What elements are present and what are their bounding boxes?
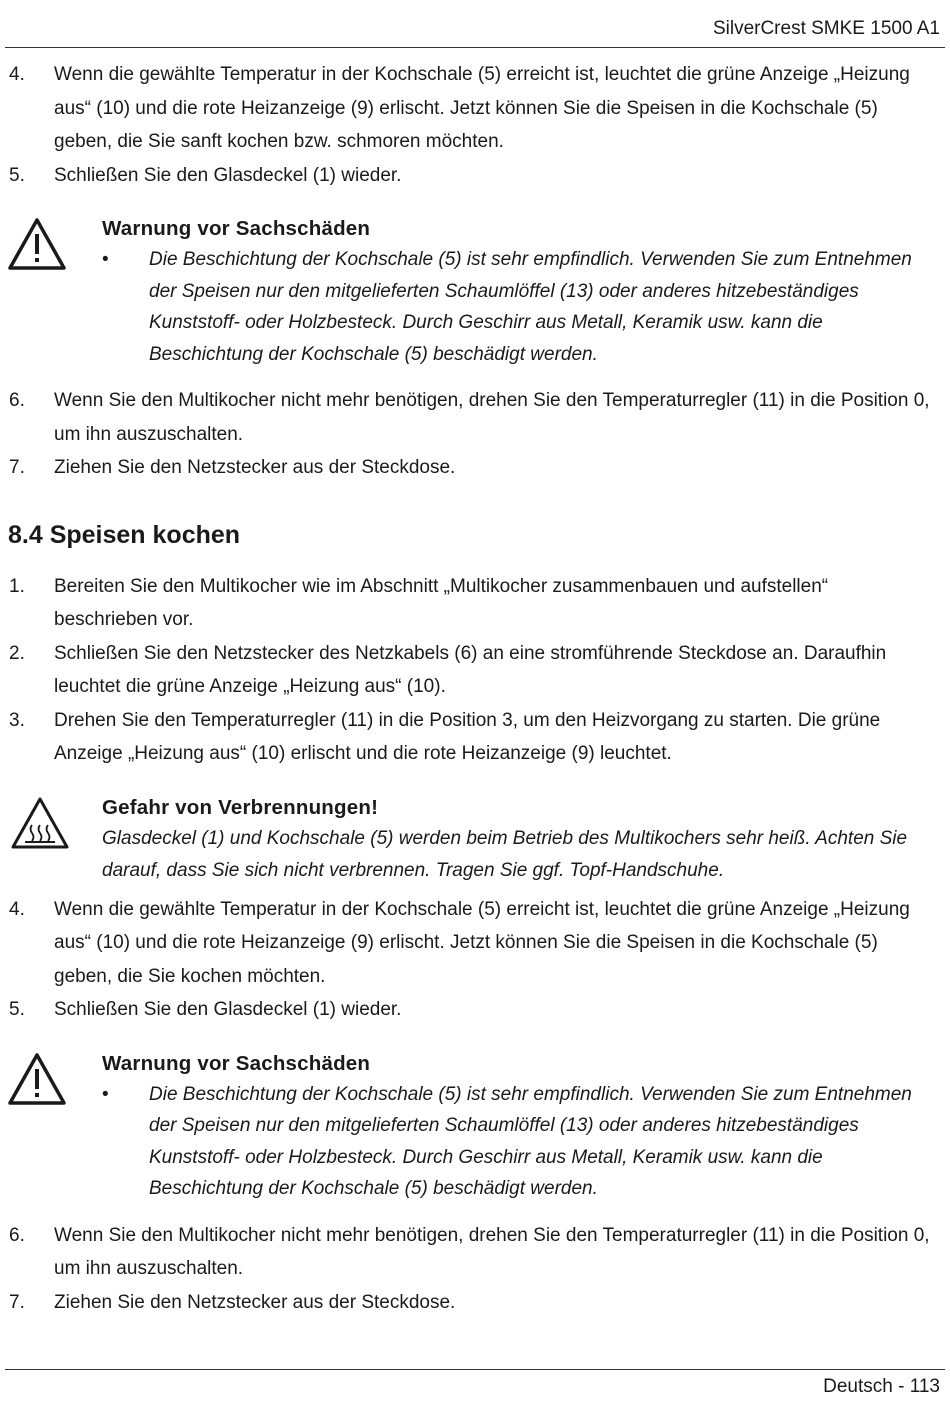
list-item bbox=[0, 1286, 950, 1320]
warning-title: Gefahr von Verbrennungen! bbox=[102, 795, 379, 819]
warning-triangle-icon bbox=[7, 216, 67, 272]
property-damage-warning bbox=[0, 214, 950, 370]
step-number: 2. bbox=[9, 642, 25, 664]
page-content bbox=[0, 58, 950, 1319]
header-rule bbox=[5, 47, 945, 48]
page-footer: Deutsch - 113 bbox=[823, 1376, 940, 1397]
step-text: Schließen Sie den Netzstecker des Netzkabels (6) an eine stromführende Steckdose an. Daraufhin leuchtet die grüne Anzeige „Heizung aus“ (10). bbox=[54, 642, 887, 697]
step-number: 4. bbox=[9, 898, 25, 920]
list-item bbox=[0, 384, 950, 451]
burn-warning bbox=[0, 793, 950, 887]
list-item bbox=[0, 993, 950, 1027]
step-text: Ziehen Sie den Netzstecker aus der Steckdose. bbox=[54, 1291, 456, 1313]
warning-text: Die Beschichtung der Kochschale (5) ist sehr empfindlich. Verwenden Sie zum Entnehmen der Speisen nur den mitgelieferten Schaumlöffel (13) oder anderes hitzebeständiges Kunststoff- oder Holzbesteck. Durch Geschirr aus Metall, Keramik usw. kann die Beschichtung der Kochschale (5) beschädigt werden. bbox=[149, 1083, 912, 1199]
step-text: Wenn Sie den Multikocher nicht mehr benötigen, drehen Sie den Temperaturregler (11) in die Position 0, um ihn auszuschalten. bbox=[54, 1224, 930, 1279]
hot-surface-icon bbox=[10, 795, 70, 851]
step-number: 6. bbox=[9, 1224, 25, 1246]
list-item bbox=[0, 893, 950, 994]
list-item bbox=[0, 637, 950, 704]
warning-text: Die Beschichtung der Kochschale (5) ist sehr empfindlich. Verwenden Sie zum Entnehmen der Speisen nur den mitgelieferten Schaumlöffel (13) oder anderes hitzebeständiges Kunststoff- oder Holzbesteck. Durch Geschirr aus Metall, Keramik usw. kann die Beschichtung der Kochschale (5) beschädigt werden. bbox=[149, 249, 912, 365]
step-text: Ziehen Sie den Netzstecker aus der Steckdose. bbox=[54, 457, 456, 478]
step-number: 7. bbox=[9, 1291, 25, 1313]
list-item bbox=[0, 1219, 950, 1286]
property-damage-warning bbox=[0, 1049, 950, 1205]
section-title: 8.4 Speisen kochen bbox=[8, 520, 241, 549]
page-header-title: SilverCrest SMKE 1500 A1 bbox=[712, 18, 940, 39]
step-number: 5. bbox=[9, 164, 25, 186]
step-text: Drehen Sie den Temperaturregler (11) in die Position 3, um den Heizvorgang zu starten. Die grüne Anzeige „Heizung aus“ (10) erlischt und die rote Heizanzeige (9) leuchtet. bbox=[54, 709, 881, 764]
step-text: Wenn die gewählte Temperatur in der Kochschale (5) erreicht ist, leuchtet die grüne Anzeige „Heizung aus“ (10) und die rote Heizanzeige (9) erlischt. Jetzt können Sie die Speisen in die Kochschale (5) geben, die Sie sanft kochen bzw. schmoren möchten. bbox=[54, 64, 910, 152]
step-number: 3. bbox=[9, 709, 25, 731]
warning-title: Warnung vor Sachschäden bbox=[102, 217, 371, 240]
list-item bbox=[0, 704, 950, 771]
step-text: Wenn die gewählte Temperatur in der Kochschale (5) erreicht ist, leuchtet die grüne Anzeige „Heizung aus“ (10) und die rote Heizanzeige (9) erlischt. Jetzt können Sie die Speisen in die Kochschale (5) geben, die Sie kochen möchten. bbox=[54, 898, 910, 987]
step-number: 4. bbox=[9, 64, 25, 85]
list-item bbox=[0, 570, 950, 637]
warning-text: Glasdeckel (1) und Kochschale (5) werden beim Betrieb des Multikochers sehr heiß. Achten Sie darauf, dass Sie sich nicht verbrennen. Tragen Sie ggf. Topf-Handschuhe. bbox=[102, 827, 908, 881]
list-item bbox=[0, 58, 950, 159]
warning-bullet bbox=[102, 1079, 936, 1205]
list-item bbox=[0, 159, 950, 193]
step-text: Schließen Sie den Glasdeckel (1) wieder. bbox=[54, 999, 402, 1020]
step-text: Wenn Sie den Multikocher nicht mehr benötigen, drehen Sie den Temperaturregler (11) in die Position 0, um ihn auszuschalten. bbox=[54, 390, 930, 445]
step-number: 7. bbox=[9, 457, 25, 478]
step-number: 6. bbox=[9, 390, 25, 411]
step-number: 1. bbox=[9, 575, 25, 597]
footer-rule bbox=[5, 1369, 945, 1370]
bullet-dot: • bbox=[102, 249, 109, 270]
step-text: Bereiten Sie den Multikocher wie im Abschnitt „Multikocher zusammenbauen und aufstellen“ beschrieben vor. bbox=[54, 575, 829, 630]
bullet-dot: • bbox=[102, 1083, 109, 1105]
warning-title: Warnung vor Sachschäden bbox=[102, 1051, 371, 1075]
warning-bullet bbox=[102, 244, 936, 370]
warning-triangle-icon bbox=[7, 1051, 67, 1107]
step-text: Schließen Sie den Glasdeckel (1) wieder. bbox=[54, 164, 402, 186]
list-item bbox=[0, 451, 950, 485]
step-number: 5. bbox=[9, 999, 25, 1020]
